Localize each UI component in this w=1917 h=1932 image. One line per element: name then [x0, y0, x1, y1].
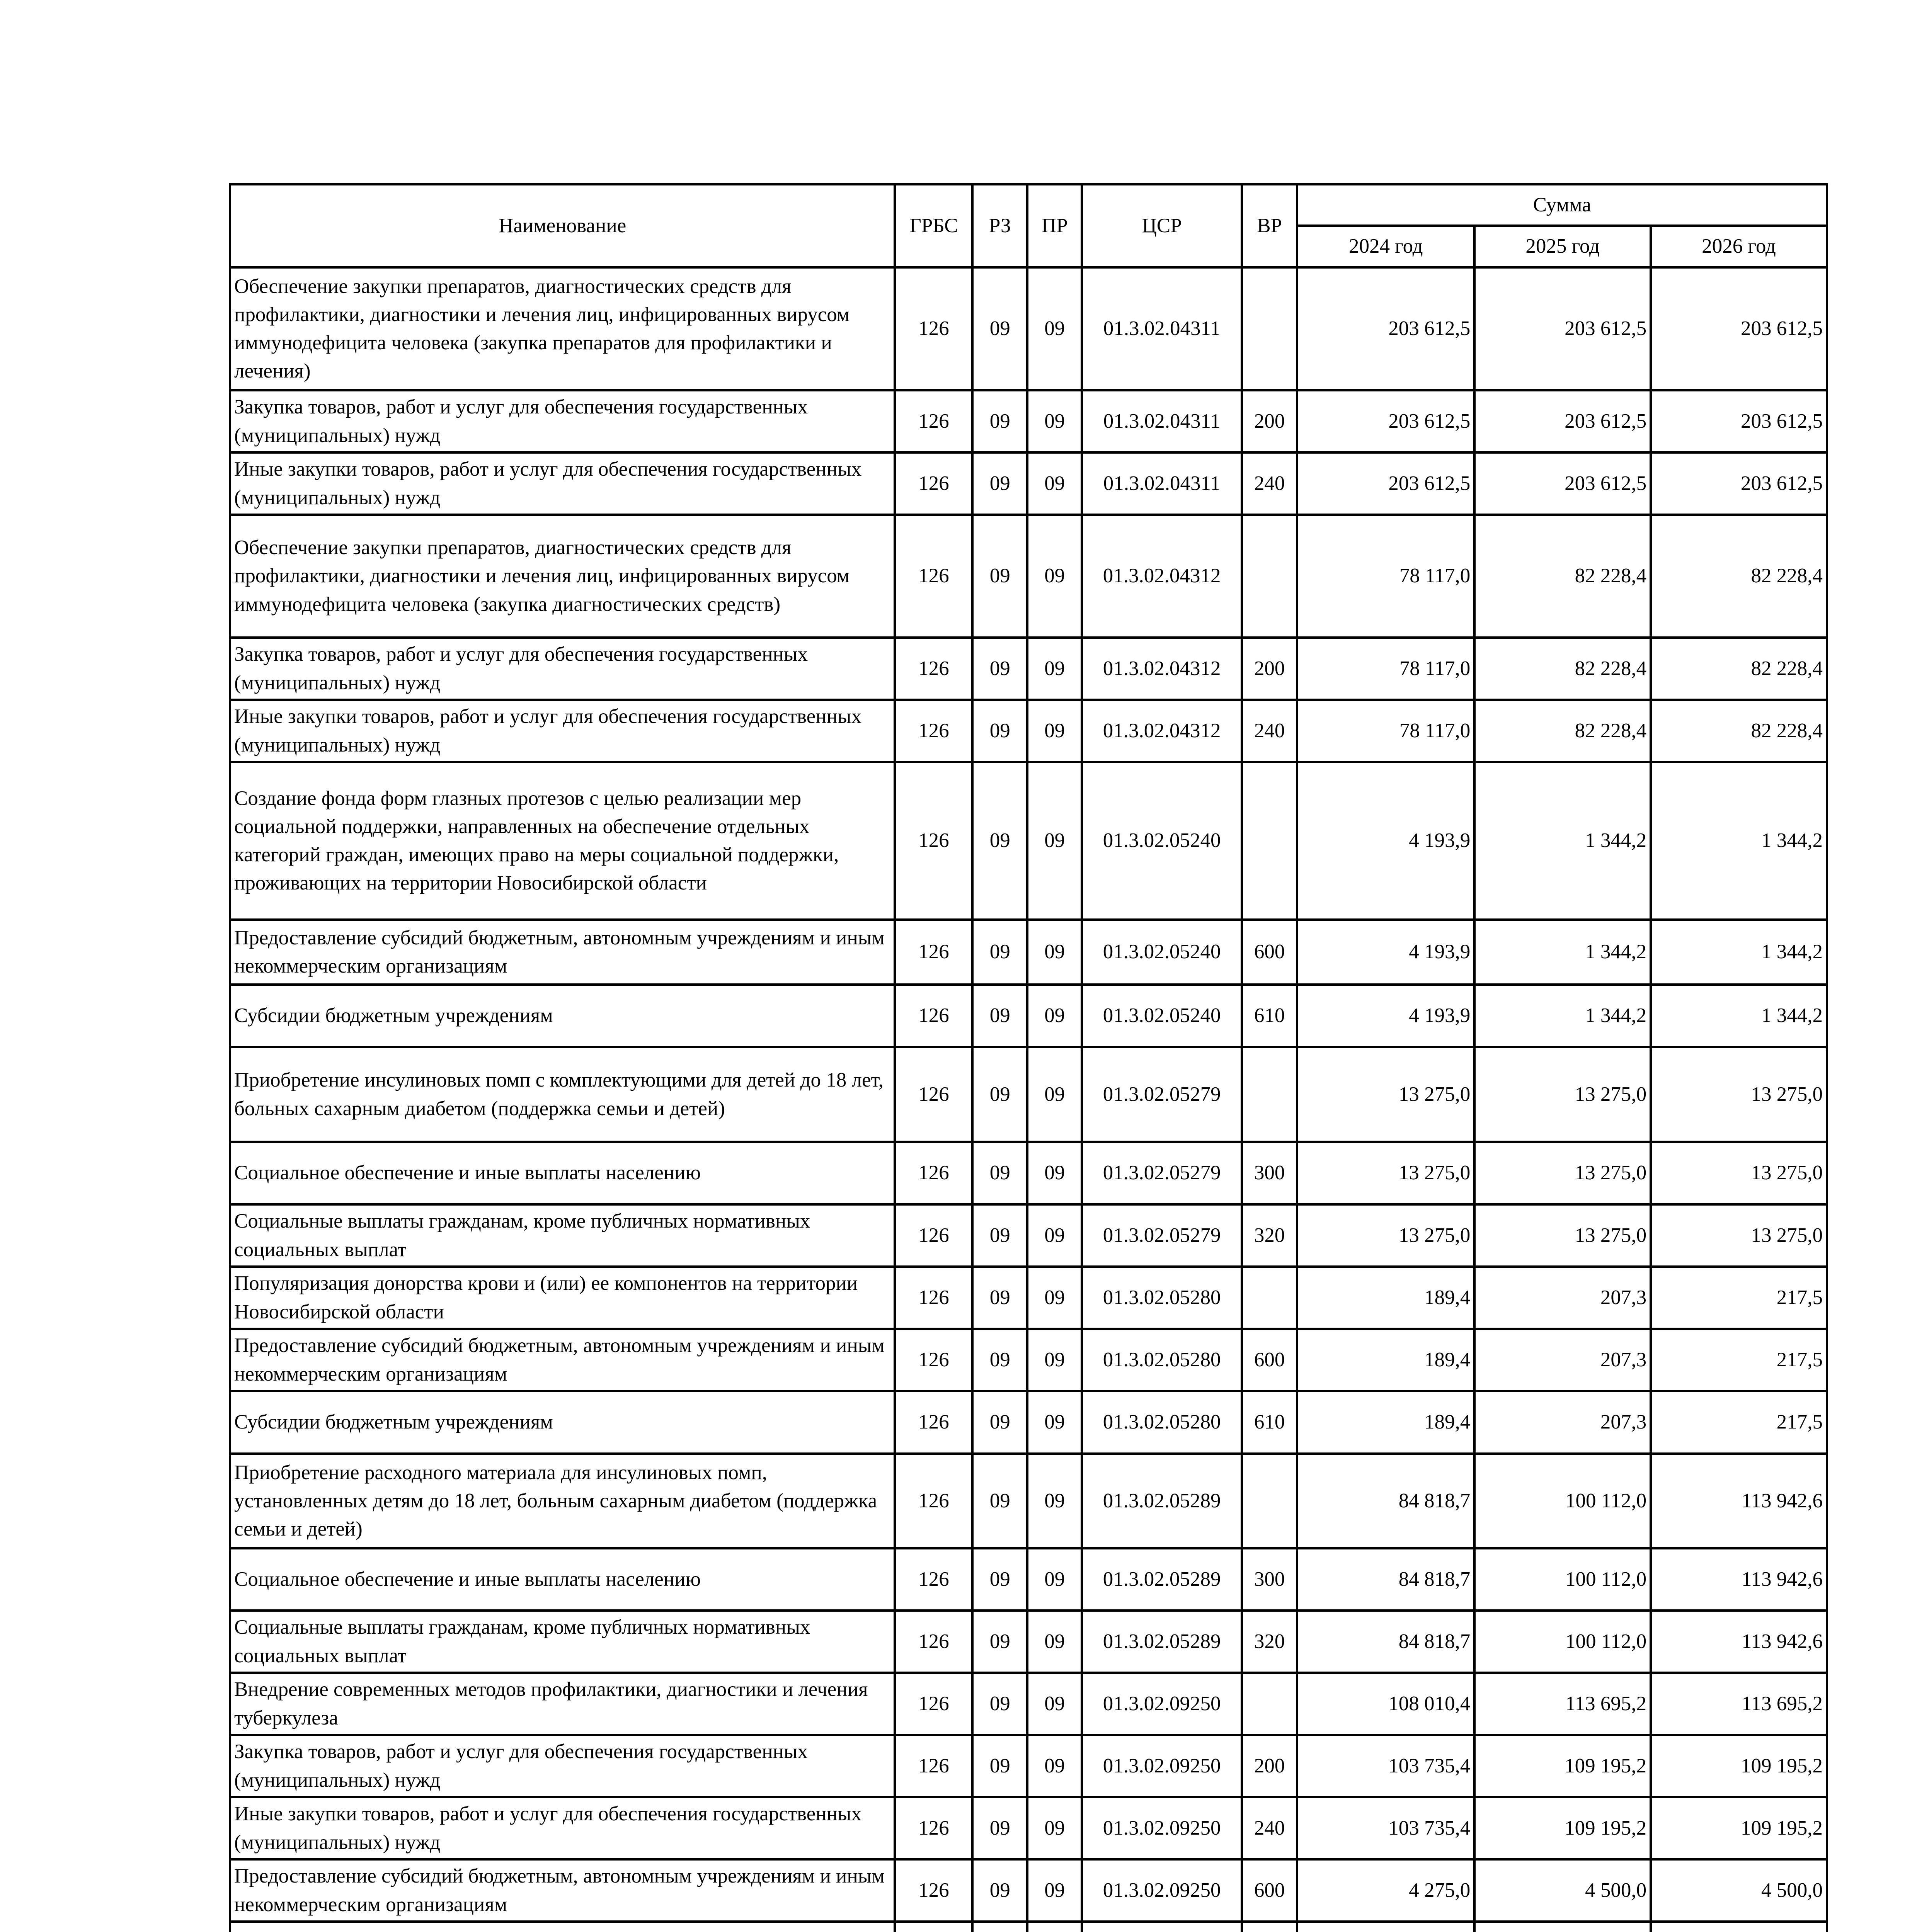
row-csr: 01.3.02.04311: [1082, 267, 1241, 390]
row-amount-2025: 13 275,0: [1474, 1204, 1651, 1267]
row-pr: 09: [1027, 1673, 1082, 1735]
row-vr: 320: [1242, 1611, 1297, 1673]
table-row: [230, 985, 1827, 1047]
row-csr: 01.3.02.05279: [1082, 1047, 1241, 1142]
row-amount-2024: 13 275,0: [1297, 1047, 1474, 1142]
header-name: Наименование: [230, 184, 895, 267]
row-csr: 01.3.02.04311: [1082, 390, 1241, 452]
row-vr: [1242, 1454, 1297, 1548]
row-amount-2024: 189,4: [1297, 1391, 1474, 1454]
row-amount-2026: 217,5: [1651, 1267, 1827, 1329]
row-amount-2026: 113 942,6: [1651, 1454, 1827, 1548]
row-amount-2026: 82 228,4: [1651, 638, 1827, 700]
row-amount-2026: 82 228,4: [1651, 700, 1827, 762]
row-amount-2026: 13 275,0: [1651, 1047, 1827, 1142]
row-amount-2026: 217,5: [1651, 1329, 1827, 1391]
row-pr: 09: [1027, 1859, 1082, 1922]
header-pr: ПР: [1027, 184, 1082, 267]
row-name: Субсидии бюджетным учреждениям: [230, 985, 895, 1047]
row-name: Обеспечение закупки препаратов, диагностических средств для профилактики, диагностики и лечения лиц, инфицированных вирусом иммунодефицита человека (закупка препаратов для профилактики и лечения): [230, 267, 895, 390]
row-pr: 09: [1027, 1204, 1082, 1267]
row-name: Социальные выплаты гражданам, кроме публичных нормативных социальных выплат: [230, 1611, 895, 1673]
row-amount-2024: 78 117,0: [1297, 638, 1474, 700]
row-vr: [1242, 1267, 1297, 1329]
row-pr: 09: [1027, 267, 1082, 390]
budget-table: [229, 183, 1828, 1932]
row-amount-2025: 203 612,5: [1474, 267, 1651, 390]
row-amount-2025: 100 112,0: [1474, 1611, 1651, 1673]
row-amount-2025: 13 275,0: [1474, 1047, 1651, 1142]
row-grbs: 126: [895, 1267, 972, 1329]
row-amount-2025: 100 112,0: [1474, 1454, 1651, 1548]
row-grbs: [895, 1922, 972, 1932]
row-name: Закупка товаров, работ и услуг для обеспечения государственных (муниципальных) нужд: [230, 638, 895, 700]
table-row: [230, 452, 1827, 515]
table-row: [230, 920, 1827, 985]
row-grbs: 126: [895, 638, 972, 700]
row-rz: 09: [972, 1611, 1027, 1673]
row-amount-2026: 113 942,6: [1651, 1611, 1827, 1673]
row-name: Предоставление субсидий бюджетным, автономным учреждениям и иным некоммерческим организациям: [230, 1329, 895, 1391]
row-csr: 01.3.02.05279: [1082, 1204, 1241, 1267]
row-amount-2025: 82 228,4: [1474, 515, 1651, 638]
row-csr: [1082, 1922, 1241, 1932]
table-body: [230, 267, 1827, 1932]
row-csr: 01.3.02.05280: [1082, 1329, 1241, 1391]
row-amount-2025: 203 612,5: [1474, 390, 1651, 452]
header-year-2024: 2024 год: [1297, 226, 1474, 267]
row-amount-2024: 4 275,0: [1297, 1859, 1474, 1922]
row-amount-2026: 203 612,5: [1651, 267, 1827, 390]
row-vr: 610: [1242, 1391, 1297, 1454]
row-grbs: 126: [895, 1204, 972, 1267]
row-rz: 09: [972, 515, 1027, 638]
row-rz: 09: [972, 267, 1027, 390]
row-rz: 09: [972, 762, 1027, 920]
row-csr: 01.3.02.04311: [1082, 452, 1241, 515]
row-csr: 01.3.02.05289: [1082, 1454, 1241, 1548]
row-grbs: 126: [895, 1454, 972, 1548]
row-amount-2024: 78 117,0: [1297, 515, 1474, 638]
row-csr: 01.3.02.05280: [1082, 1391, 1241, 1454]
row-amount-2025: 1 344,2: [1474, 985, 1651, 1047]
row-amount-2024: 103 735,4: [1297, 1797, 1474, 1859]
row-amount-2024: 103 735,4: [1297, 1735, 1474, 1797]
row-amount-2025: 203 612,5: [1474, 452, 1651, 515]
row-vr: 600: [1242, 1859, 1297, 1922]
row-pr: 09: [1027, 920, 1082, 985]
row-rz: 09: [972, 1673, 1027, 1735]
row-rz: 09: [972, 1797, 1027, 1859]
row-grbs: 126: [895, 1548, 972, 1611]
row-name: Предоставление субсидий бюджетным, автономным учреждениям и иным некоммерческим организациям: [230, 920, 895, 985]
table-row: [230, 1673, 1827, 1735]
table-row: [230, 1922, 1827, 1932]
row-amount-2025: 4 500,0: [1474, 1859, 1651, 1922]
table-row: [230, 1797, 1827, 1859]
row-name: Предоставление субсидий бюджетным, автономным учреждениям и иным некоммерческим организациям: [230, 1859, 895, 1922]
row-vr: [1242, 1922, 1297, 1932]
row-name: Закупка товаров, работ и услуг для обеспечения государственных (муниципальных) нужд: [230, 1735, 895, 1797]
row-rz: 09: [972, 1047, 1027, 1142]
header-sum: Сумма: [1297, 184, 1827, 226]
row-pr: 09: [1027, 390, 1082, 452]
row-pr: 09: [1027, 1047, 1082, 1142]
row-amount-2026: 113 942,6: [1651, 1548, 1827, 1611]
row-amount-2025: 207,3: [1474, 1267, 1651, 1329]
row-rz: 09: [972, 1735, 1027, 1797]
header-rz: РЗ: [972, 184, 1027, 267]
row-amount-2024: 84 818,7: [1297, 1611, 1474, 1673]
row-amount-2025: 1 344,2: [1474, 920, 1651, 985]
row-grbs: 126: [895, 1735, 972, 1797]
table-row: [230, 390, 1827, 452]
row-grbs: 126: [895, 452, 972, 515]
row-name: Социальное обеспечение и иные выплаты населению: [230, 1142, 895, 1204]
table-row: [230, 1267, 1827, 1329]
row-vr: 240: [1242, 1797, 1297, 1859]
row-pr: 09: [1027, 762, 1082, 920]
row-amount-2026: 1 344,2: [1651, 920, 1827, 985]
row-vr: 600: [1242, 920, 1297, 985]
row-rz: 09: [972, 700, 1027, 762]
row-pr: 09: [1027, 1548, 1082, 1611]
row-name: Иные закупки товаров, работ и услуг для обеспечения государственных (муниципальных) нужд: [230, 700, 895, 762]
row-rz: 09: [972, 1391, 1027, 1454]
row-amount-2026: 217,5: [1651, 1391, 1827, 1454]
row-name: Закупка товаров, работ и услуг для обеспечения государственных (муниципальных) нужд: [230, 390, 895, 452]
row-rz: 09: [972, 638, 1027, 700]
row-csr: 01.3.02.05240: [1082, 985, 1241, 1047]
row-amount-2024: 78 117,0: [1297, 700, 1474, 762]
row-amount-2026: 203 612,5: [1651, 452, 1827, 515]
row-amount-2024: 203 612,5: [1297, 452, 1474, 515]
row-grbs: 126: [895, 390, 972, 452]
row-amount-2024: 13 275,0: [1297, 1142, 1474, 1204]
row-rz: 09: [972, 390, 1027, 452]
table-row: [230, 1611, 1827, 1673]
table-row: [230, 1548, 1827, 1611]
table-row: [230, 1047, 1827, 1142]
row-amount-2026: 203 612,5: [1651, 390, 1827, 452]
row-vr: 200: [1242, 1735, 1297, 1797]
row-name: Приобретение инсулиновых помп с комплектующими для детей до 18 лет, больных сахарным диабетом (поддержка семьи и детей): [230, 1047, 895, 1142]
row-grbs: 126: [895, 515, 972, 638]
row-grbs: 126: [895, 920, 972, 985]
row-amount-2026: 13 275,0: [1651, 1142, 1827, 1204]
row-name: Субсидии бюджетным учреждениям: [230, 1391, 895, 1454]
table-row: [230, 1329, 1827, 1391]
row-amount-2024: [1297, 1922, 1474, 1932]
row-pr: 09: [1027, 1391, 1082, 1454]
row-csr: 01.3.02.05289: [1082, 1611, 1241, 1673]
row-grbs: 126: [895, 1797, 972, 1859]
row-rz: 09: [972, 1204, 1027, 1267]
row-grbs: 126: [895, 1859, 972, 1922]
row-amount-2026: 113 695,2: [1651, 1673, 1827, 1735]
row-amount-2025: [1474, 1922, 1651, 1932]
row-rz: 09: [972, 1329, 1027, 1391]
row-name: Социальное обеспечение и иные выплаты населению: [230, 1548, 895, 1611]
table-row: [230, 700, 1827, 762]
row-amount-2025: 1 344,2: [1474, 762, 1651, 920]
row-pr: 09: [1027, 1454, 1082, 1548]
row-rz: [972, 1922, 1027, 1932]
row-name: Приобретение расходного материала для инсулиновых помп, установленных детям до 18 лет, больным сахарным диабетом (поддержка семьи и детей): [230, 1454, 895, 1548]
row-amount-2026: 82 228,4: [1651, 515, 1827, 638]
row-amount-2025: 82 228,4: [1474, 638, 1651, 700]
row-csr: 01.3.02.05240: [1082, 762, 1241, 920]
row-amount-2026: 4 500,0: [1651, 1859, 1827, 1922]
row-grbs: 126: [895, 700, 972, 762]
row-amount-2025: 109 195,2: [1474, 1797, 1651, 1859]
row-vr: 320: [1242, 1204, 1297, 1267]
row-vr: [1242, 1047, 1297, 1142]
row-name: Иные закупки товаров, работ и услуг для обеспечения государственных (муниципальных) нужд: [230, 1797, 895, 1859]
row-pr: 09: [1027, 1142, 1082, 1204]
row-amount-2025: 100 112,0: [1474, 1548, 1651, 1611]
row-amount-2026: 109 195,2: [1651, 1735, 1827, 1797]
row-amount-2026: 109 195,2: [1651, 1797, 1827, 1859]
row-amount-2025: 13 275,0: [1474, 1142, 1651, 1204]
header-csr: ЦСР: [1082, 184, 1241, 267]
row-csr: 01.3.02.09250: [1082, 1735, 1241, 1797]
row-amount-2026: 1 344,2: [1651, 985, 1827, 1047]
row-csr: 01.3.02.05280: [1082, 1267, 1241, 1329]
row-amount-2025: 82 228,4: [1474, 700, 1651, 762]
row-grbs: 126: [895, 1611, 972, 1673]
row-rz: 09: [972, 920, 1027, 985]
row-csr: 01.3.02.04312: [1082, 700, 1241, 762]
row-amount-2024: 4 193,9: [1297, 920, 1474, 985]
row-name: Внедрение современных методов профилактики, диагностики и лечения туберкулеза: [230, 1673, 895, 1735]
row-pr: 09: [1027, 1267, 1082, 1329]
row-grbs: 126: [895, 1142, 972, 1204]
header-year-2026: 2026 год: [1651, 226, 1827, 267]
row-grbs: 126: [895, 1391, 972, 1454]
row-csr: 01.3.02.05240: [1082, 920, 1241, 985]
table-row: [230, 267, 1827, 390]
row-grbs: 126: [895, 1673, 972, 1735]
table-row: [230, 1735, 1827, 1797]
row-csr: 01.3.02.09250: [1082, 1673, 1241, 1735]
row-amount-2024: 203 612,5: [1297, 267, 1474, 390]
row-grbs: 126: [895, 985, 972, 1047]
row-rz: 09: [972, 452, 1027, 515]
row-vr: [1242, 267, 1297, 390]
row-name: [230, 1922, 895, 1932]
row-name: Обеспечение закупки препаратов, диагностических средств для профилактики, диагностики и лечения лиц, инфицированных вирусом иммунодефицита человека (закупка диагностических средств): [230, 515, 895, 638]
row-pr: 09: [1027, 638, 1082, 700]
row-amount-2024: 189,4: [1297, 1267, 1474, 1329]
table-row: [230, 515, 1827, 638]
row-pr: 09: [1027, 1611, 1082, 1673]
row-amount-2025: 109 195,2: [1474, 1735, 1651, 1797]
row-pr: 09: [1027, 1797, 1082, 1859]
row-vr: 240: [1242, 452, 1297, 515]
row-name: Иные закупки товаров, работ и услуг для обеспечения государственных (муниципальных) нужд: [230, 452, 895, 515]
row-amount-2026: [1651, 1922, 1827, 1932]
row-rz: 09: [972, 1548, 1027, 1611]
row-pr: 09: [1027, 700, 1082, 762]
row-csr: 01.3.02.04312: [1082, 515, 1241, 638]
header-grbs: ГРБС: [895, 184, 972, 267]
row-vr: 300: [1242, 1142, 1297, 1204]
row-csr: 01.3.02.05289: [1082, 1548, 1241, 1611]
row-vr: [1242, 762, 1297, 920]
row-vr: 200: [1242, 390, 1297, 452]
row-pr: 09: [1027, 1735, 1082, 1797]
table-row: [230, 1204, 1827, 1267]
row-amount-2026: 1 344,2: [1651, 762, 1827, 920]
row-amount-2024: 203 612,5: [1297, 390, 1474, 452]
table-row: [230, 1454, 1827, 1548]
row-rz: 09: [972, 985, 1027, 1047]
header-vr: ВР: [1242, 184, 1297, 267]
row-csr: 01.3.02.04312: [1082, 638, 1241, 700]
row-amount-2024: 189,4: [1297, 1329, 1474, 1391]
row-amount-2024: 4 193,9: [1297, 762, 1474, 920]
header-row-1: [230, 184, 1827, 226]
row-vr: [1242, 1673, 1297, 1735]
row-vr: 300: [1242, 1548, 1297, 1611]
row-amount-2024: 84 818,7: [1297, 1454, 1474, 1548]
table-row: [230, 1391, 1827, 1454]
row-rz: 09: [972, 1142, 1027, 1204]
row-pr: 09: [1027, 452, 1082, 515]
table-row: [230, 1142, 1827, 1204]
row-csr: 01.3.02.09250: [1082, 1797, 1241, 1859]
row-vr: 240: [1242, 700, 1297, 762]
row-csr: 01.3.02.09250: [1082, 1859, 1241, 1922]
row-grbs: 126: [895, 267, 972, 390]
row-vr: 610: [1242, 985, 1297, 1047]
row-rz: 09: [972, 1454, 1027, 1548]
row-pr: 09: [1027, 1329, 1082, 1391]
row-pr: [1027, 1922, 1082, 1932]
row-amount-2024: 4 193,9: [1297, 985, 1474, 1047]
row-amount-2024: 13 275,0: [1297, 1204, 1474, 1267]
row-rz: 09: [972, 1859, 1027, 1922]
row-grbs: 126: [895, 762, 972, 920]
row-grbs: 126: [895, 1047, 972, 1142]
table-row: [230, 1859, 1827, 1922]
row-amount-2026: 13 275,0: [1651, 1204, 1827, 1267]
table-row: [230, 762, 1827, 920]
row-pr: 09: [1027, 985, 1082, 1047]
row-csr: 01.3.02.05279: [1082, 1142, 1241, 1204]
row-name: Социальные выплаты гражданам, кроме публичных нормативных социальных выплат: [230, 1204, 895, 1267]
header-year-2025: 2025 год: [1474, 226, 1651, 267]
row-amount-2025: 207,3: [1474, 1329, 1651, 1391]
row-amount-2025: 113 695,2: [1474, 1673, 1651, 1735]
row-pr: 09: [1027, 515, 1082, 638]
row-grbs: 126: [895, 1329, 972, 1391]
row-rz: 09: [972, 1267, 1027, 1329]
row-vr: [1242, 515, 1297, 638]
row-amount-2024: 108 010,4: [1297, 1673, 1474, 1735]
row-vr: 200: [1242, 638, 1297, 700]
row-name: Создание фонда форм глазных протезов с целью реализации мер социальной поддержки, направленных на обеспечение отдельных категорий граждан, имеющих право на меры социальной поддержки, проживающих на территории Новосибирской области: [230, 762, 895, 920]
row-amount-2025: 207,3: [1474, 1391, 1651, 1454]
row-name: Популяризация донорства крови и (или) ее компонентов на территории Новосибирской области: [230, 1267, 895, 1329]
table-row: [230, 638, 1827, 700]
row-vr: 600: [1242, 1329, 1297, 1391]
row-amount-2024: 84 818,7: [1297, 1548, 1474, 1611]
